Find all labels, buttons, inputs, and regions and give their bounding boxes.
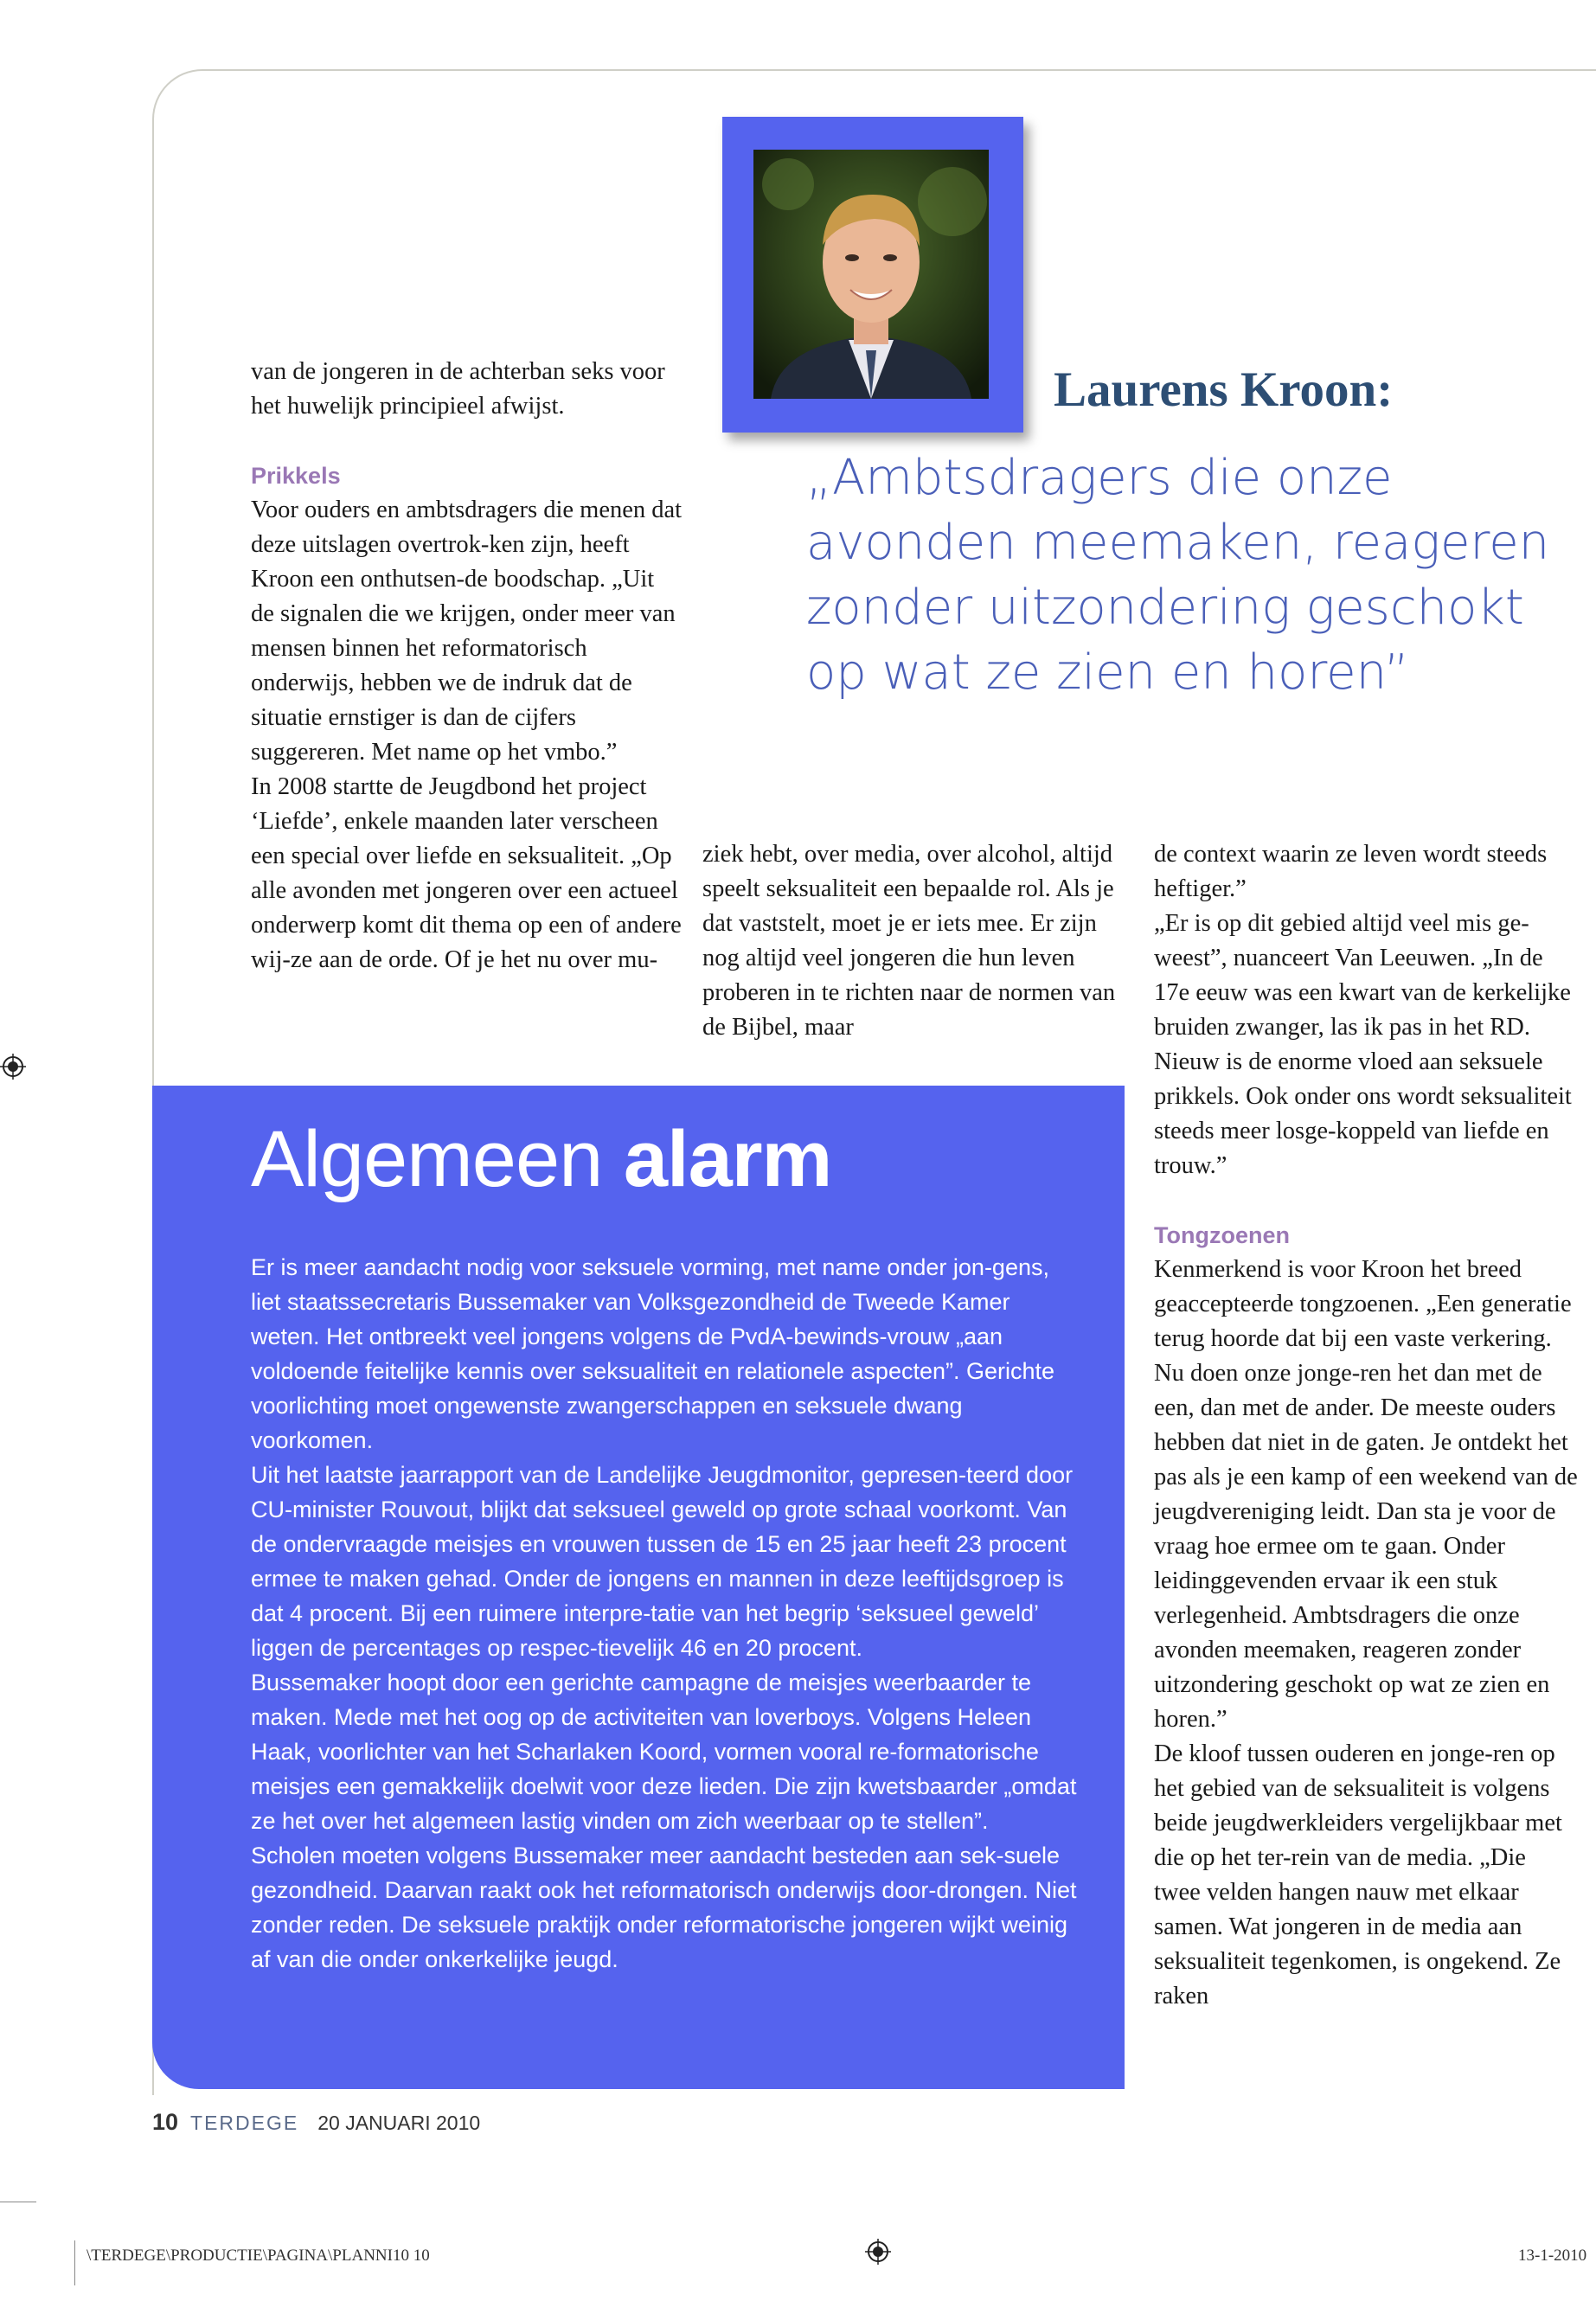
right-column xyxy=(1154,837,1578,2014)
left-intro-text: van de jongeren in de achterban seks voor het huwelijk principieel afwijst. xyxy=(251,358,665,420)
right-paragraph-3: Kenmerkend is voor Kroon het breed geaccepteerde tongzoenen. „Een generatie terug hoorde dat bij een vaste verkering. Nu doen onze jonge-ren het dan met de een, dan met de ander. De meeste ouders hebben dat niet in de gaten. Je ontdekt het pas als je een kamp of een weekend van de jeugdvereniging leidt. Dan sta je voor de vraag hoe ermee om te gaan. Onder leidinggevenden ervaar ik een stuk verlegenheid. Ambtsdragers die onze avonden meemaken, reageren zonder uitzondering geschokt op wat ze zien en horen.” xyxy=(1154,1256,1578,1733)
magazine-name: TERDEGE xyxy=(190,2112,299,2134)
portrait-photo xyxy=(753,150,989,399)
sidebar-box xyxy=(152,1086,1125,2089)
print-slug-path: \TERDEGE\PRODUCTIE\PAGINA\PLANNI10 10 xyxy=(87,2247,430,2265)
right-paragraph-4: De kloof tussen ouderen en jonge-ren op het gebied van de seksualiteit is volgens beide jeugdwerkleiders vergelijkbaar met die op het ter-rein van de media. „Die twee velden hangen nauw met elkaar samen. Wat jongeren in de media aan seksualiteit tegenkomen, is ongekend. Ze raken xyxy=(1154,1740,1562,2009)
sidebar-body xyxy=(251,1250,1081,1977)
left-paragraph-2: In 2008 startte de Jeugdbond het project ‘Liefde’, enkele maanden later verscheen een special over liefde en seksualiteit. „Op alle avonden met jongeren over een actueel onderwerp komt dit thema op een of andere wij-ze aan de orde. Of je het nu over mu- xyxy=(251,773,682,973)
sidebar-paragraph-4: Scholen moeten volgens Bussemaker meer aandacht besteden aan sek-suele gezondheid. Daarvan raakt ook het reformatorisch onderwijs door-drongen. Niet zonder reden. De seksuele praktijk onder reformatorische jongeren wijkt weinig af van die onder onkerkelijke jeugd. xyxy=(251,1843,1077,1972)
middle-paragraph: ziek hebt, over media, over alcohol, altijd speelt seksualiteit een bepaalde rol. Als je dat vaststelt, moet je er iets mee. Er zijn nog altijd veel jongeren die hun leven proberen in te richten naar de normen van de Bijbel, maar xyxy=(702,841,1116,1041)
subhead-tongzoenen: Tongzoenen xyxy=(1154,1222,1290,1248)
pull-quote: „Ambtsdragers die onze avonden meemaken, reageren zonder uitzondering geschokt op wat ze zien en horen” xyxy=(806,450,1550,701)
registration-mark-icon xyxy=(865,2239,891,2265)
interviewee-name: Laurens Kroon: xyxy=(1054,362,1394,417)
page-footer xyxy=(152,2109,480,2136)
sidebar-paragraph-1: Er is meer aandacht nodig voor seksuele vorming, met name onder jon-gens, liet staatssecretaris Bussemaker van Volksgezondheid de Tweede Kamer weten. Het ontbreekt veel jongens volgens de PvdA-bewinds-vrouw „aan voldoende feitelijke kennis over seksualiteit en relationele aspecten”. Gerichte voorlichting moet ongewenste zwangerschappen en seksuele dwang voorkomen. xyxy=(251,1254,1055,1453)
subhead-prikkels: Prikkels xyxy=(251,463,341,489)
issue-date: 20 JANUARI 2010 xyxy=(317,2112,481,2134)
sidebar-title-bold: alarm xyxy=(623,1115,832,1203)
sidebar-title xyxy=(251,1112,831,1207)
left-paragraph-1: Voor ouders en ambtsdragers die menen dat deze uitslagen overtrok-ken zijn, heeft Kroon een onthutsen-de boodschap. „Uit de signalen die we krijgen, onder meer van mensen binnen het reformatorisch onderwijs, hebben we de indruk dat de situatie ernstiger is dan de cijfers suggereren. Met name op het vmbo.” xyxy=(251,497,683,766)
left-column xyxy=(251,355,683,977)
crop-mark xyxy=(74,2240,75,2285)
sidebar-paragraph-3: Bussemaker hoopt door een gerichte campagne de meisjes weerbaarder te maken. Mede met het oog op de activiteiten van loverboys. Volgens Heleen Haak, voorlichter van het Scharlaken Koord, vormen vooral re-formatorische meisjes een gemakkelijk doelwit voor deze lieden. Die zijn kwetsbaarder „omdat ze het over het algemeen lastig vinden om zich weerbaar op te stellen”. xyxy=(251,1670,1077,1834)
registration-mark-icon xyxy=(0,1054,26,1080)
right-paragraph-1: de context waarin ze leven wordt steeds heftiger.” xyxy=(1154,841,1548,902)
page-number: 10 xyxy=(152,2109,179,2135)
portrait-frame xyxy=(722,117,1023,433)
print-slug-date: 13-1-2010 xyxy=(1518,2247,1587,2265)
sidebar-paragraph-2: Uit het laatste jaarrapport van de Landelijke Jeugdmonitor, gepresen-teerd door CU-minister Rouvout, blijkt dat seksueel geweld op grote schaal voorkomt. Van de ondervraagde meisjes en vrouwen tussen de 15 en 25 jaar heeft 23 procent ermee te maken gehad. Onder de jongens en mannen in deze leeftijdsgroep is dat 4 procent. Bij een ruimere interpre-tatie van het begrip ‘seksueel geweld’ liggen de percentages op respec-tievelijk 46 en 20 procent. xyxy=(251,1462,1074,1661)
sidebar-title-light: Algemeen xyxy=(251,1115,603,1203)
middle-column xyxy=(702,837,1125,1045)
portrait-illustration xyxy=(753,150,989,399)
right-paragraph-2: „Er is op dit gebied altijd veel mis ge-weest”, nuanceert Van Leeuwen. „In de 17e eeuw was een kwart van de kerkelijke bruiden zwanger, las ik pas in het RD. Nieuw is de enorme vloed aan seksuele prikkels. Ook onder ons wordt seksualiteit steeds meer losge-koppeld van liefde en trouw.” xyxy=(1154,910,1572,1179)
